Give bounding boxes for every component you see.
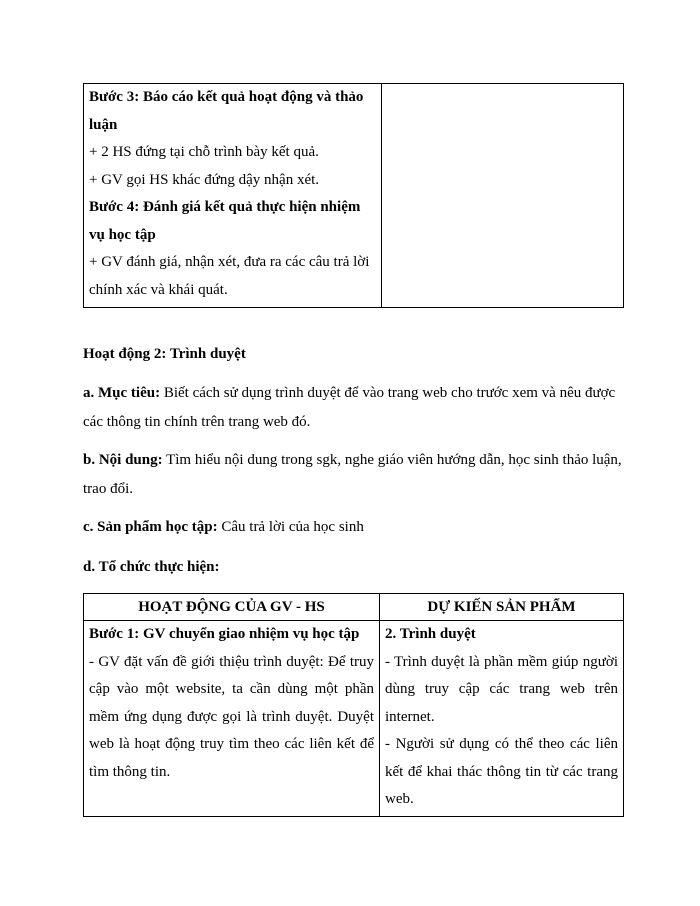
teacher-student-cell — [84, 621, 380, 817]
organization-heading: d. Tổ chức thực hiện: — [83, 559, 220, 575]
header-expected-product: DỰ KIẾN SẢN PHẨM — [380, 594, 624, 621]
expected-product-cell — [382, 84, 624, 308]
section-heading: Hoạt động 2: Trình duyệt — [83, 346, 246, 362]
step4-text: + GV đánh giá, nhận xét, đưa ra các câu trả lời chính xác và khái quát. — [89, 254, 370, 298]
content-text: Tìm hiểu nội dung trong sgk, nghe giáo viên hướng dẫn, học sinh thảo luận, trao đổi. — [83, 452, 622, 497]
activity-table-1 — [83, 83, 624, 308]
product-line: - Trình duyệt là phần mềm giúp người dùng truy cập các trang web trên internet. — [385, 653, 618, 725]
content-paragraph — [83, 446, 628, 504]
step1-title: Bước 1: GV chuyển giao nhiệm vụ học tập — [89, 626, 360, 642]
product-line: - Người sử dụng có thể theo các liên kết để khai thác thông tin từ các trang web. — [385, 736, 618, 807]
step4-title: Bước 4: Đánh giá kết quả thực hiện nhiệm vụ học tập — [89, 199, 361, 243]
expected-product-cell — [380, 621, 624, 817]
objective-paragraph — [83, 379, 628, 437]
step3-line: + GV gọi HS khác đứng dậy nhận xét. — [89, 171, 320, 188]
product-label: c. Sản phẩm học tập: — [83, 519, 218, 535]
product-section-title: 2. Trình duyệt — [385, 626, 476, 642]
product-text: Câu trả lời của học sinh — [217, 519, 364, 535]
table-row — [84, 84, 624, 308]
table-row — [84, 621, 624, 817]
step3-line: + 2 HS đứng tại chỗ trình bày kết quả. — [89, 144, 319, 160]
header-teacher-student: HOẠT ĐỘNG CỦA GV - HS — [84, 594, 380, 621]
content-label: b. Nội dung: — [83, 452, 163, 468]
table-header-row — [84, 594, 624, 621]
teacher-student-cell — [84, 84, 382, 308]
objective-text: Biết cách sử dụng trình duyệt để vào trang web cho trước xem và nêu được các thông tin chính trên trang web đó. — [83, 385, 616, 430]
activity-table-2 — [83, 593, 624, 817]
product-paragraph — [83, 513, 628, 542]
step3-title: Bước 3: Báo cáo kết quả hoạt động và thảo luận — [89, 89, 364, 133]
step1-text: - GV đặt vấn đề giới thiệu trình duyệt: Để truy cập vào một website, ta cần dùng một phần mềm ứng dụng được gọi là trình duyệt. Duyệt web là hoạt động truy tìm theo các liên kết để tìm thông tin. — [89, 653, 374, 780]
objective-label: a. Mục tiêu: — [83, 385, 161, 401]
